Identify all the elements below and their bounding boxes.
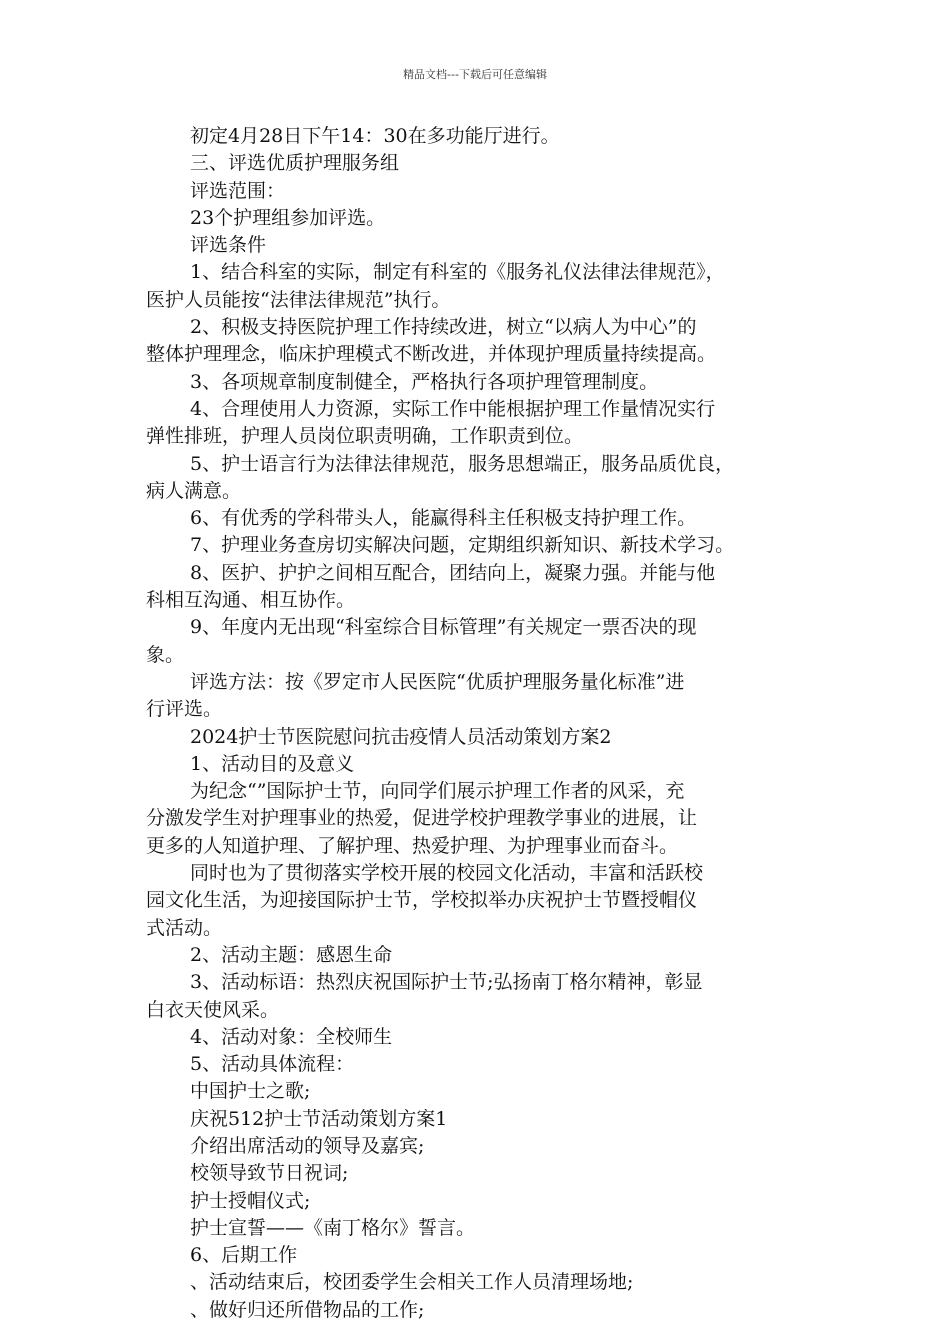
text-line: 4、合理使用人力资源，实际工作中能根据护理工作量情况实行: [190, 397, 716, 420]
text-line: 医护人员能按“法律法律规范”执行。: [146, 288, 451, 311]
text-line: 6、后期工作: [190, 1244, 298, 1267]
text-line: 同时也为了贯彻落实学校开展的校园文化活动，丰富和活跃校: [190, 862, 704, 885]
text-line: 评选范围：: [190, 179, 286, 202]
text-line: 评选条件: [190, 234, 267, 257]
text-line: 介绍出席活动的领导及嘉宾;: [190, 1134, 425, 1157]
text-line: 23个护理组参加评选。: [190, 206, 386, 229]
text-line: 弹性排班，护理人员岗位职责明确，工作职责到位。: [146, 425, 584, 448]
text-line: 象。: [146, 643, 185, 666]
document-body: [146, 123, 816, 1324]
text-line: 、做好归还所借物品的工作;: [190, 1298, 425, 1321]
text-line: 3、活动标语：热烈庆祝国际护士节;弘扬南丁格尔精神，彰显: [190, 971, 703, 994]
text-line: 5、护士语言行为法律法律规范，服务思想端正，服务品质优良，: [190, 452, 735, 475]
text-line: 式活动。: [146, 916, 223, 939]
text-line: 8、医护、护护之间相互配合，团结向上，凝聚力强。并能与他: [190, 561, 716, 584]
text-line: 6、有优秀的学科带头人，能赢得科主任积极支持护理工作。: [190, 507, 697, 530]
text-line: 为纪念“”国际护士节，向同学们展示护理工作者的风采，充: [190, 780, 685, 803]
text-line: 1、活动目的及意义: [190, 752, 355, 775]
text-line: 科相互沟通、相互协作。: [146, 589, 356, 612]
text-line: 园文化生活，为迎接国际护士节，学校拟举办庆祝护士节暨授帽仪: [146, 889, 698, 912]
text-line: 中国护士之歌;: [190, 1080, 311, 1103]
text-line: 整体护理理念，临床护理模式不断改进，并体现护理质量持续提高。: [146, 343, 717, 366]
text-line: 2、积极支持医院护理工作持续改进，树立“以病人为中心”的: [190, 316, 697, 339]
text-line: 1、结合科室的实际，制定有科室的《服务礼仪法律法律规范》，: [190, 261, 725, 284]
text-line: 分激发学生对护理事业的热爱，促进学校护理教学事业的进展，让: [146, 807, 698, 830]
text-line: 9、年度内无出现“科室综合目标管理”有关规定一票否决的现: [190, 616, 697, 639]
text-line: 行评选。: [146, 698, 223, 721]
page-header: 精品文档---下载后可任意编辑: [403, 68, 547, 81]
text-line: 庆祝512护士节活动策划方案1: [190, 1107, 448, 1130]
text-line: 更多的人知道护理、了解护理、热爱护理、为护理事业而奋斗。: [146, 834, 679, 857]
text-line: 2024护士节医院慰问抗击疫情人员活动策划方案2: [190, 725, 612, 748]
text-line: 3、各项规章制度制健全，严格执行各项护理管理制度。: [190, 370, 659, 393]
text-line: 评选方法：按《罗定市人民医院“优质护理服务量化标准”进: [190, 670, 685, 693]
text-line: 护士授帽仪式;: [190, 1189, 311, 1212]
text-line: 白衣天使风采。: [146, 998, 280, 1021]
text-line: 7、护理业务查房切实解决问题，定期组织新知识、新技术学习。: [190, 534, 735, 557]
text-line: 三、评选优质护理服务组: [190, 152, 400, 175]
text-line: 2、活动主题：感恩生命: [190, 943, 393, 966]
text-line: 护士宣誓——《南丁格尔》誓言。: [190, 1216, 476, 1239]
text-line: 初定4月28日下午14：30在多功能厅进行。: [190, 125, 560, 147]
text-line: 校领导致节日祝词;: [190, 1162, 349, 1185]
text-line: 病人满意。: [146, 479, 242, 502]
text-line: 5、活动具体流程：: [190, 1053, 355, 1076]
text-line: 4、活动对象：全校师生: [190, 1025, 393, 1048]
text-line: 、活动结束后，校团委学生会相关工作人员清理场地;: [190, 1271, 634, 1294]
